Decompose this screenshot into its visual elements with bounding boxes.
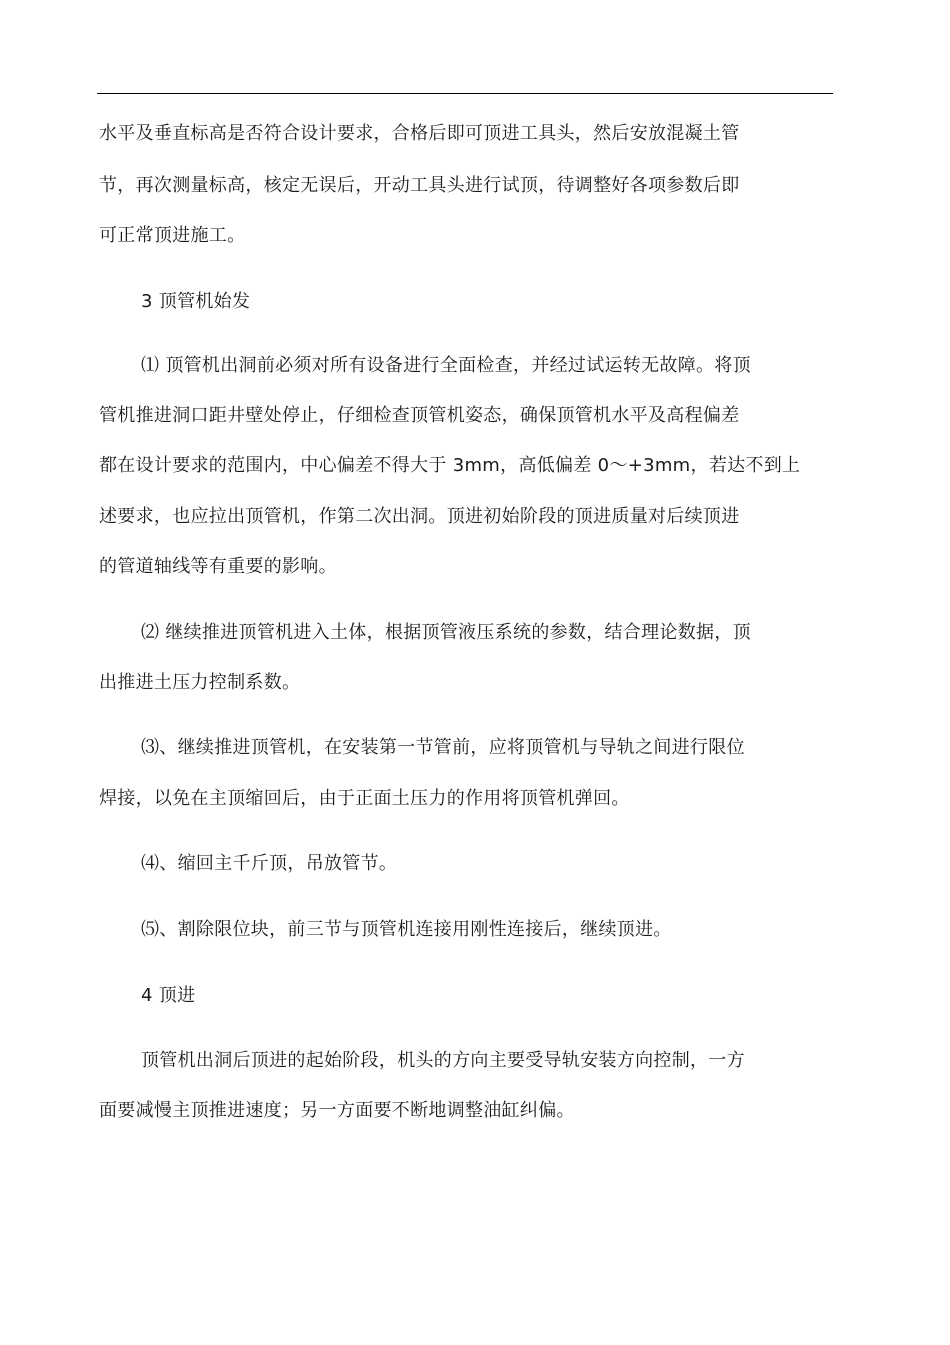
text-line: ⑷、缩回主千斤顶，吊放管节。 <box>141 853 398 874</box>
text-line: 的管道轴线等有重要的影响。 <box>99 556 337 577</box>
text-line: 顶管机出洞后顶进的起始阶段，机头的方向主要受导轨安装方向控制，一方 <box>141 1050 745 1071</box>
text-line: 都在设计要求的范围内，中心偏差不得大于 3mm，高低偏差 0～+3mm，若达不到上 <box>99 455 801 476</box>
text-line: 出推进土压力控制系数。 <box>99 672 301 693</box>
section-heading: 3 顶管机始发 <box>141 291 251 312</box>
text-line: ⑸、割除限位块，前三节与顶管机连接用刚性连接后，继续顶进。 <box>141 919 672 940</box>
text-line: 管机推进洞口距井壁处停止，仔细检查顶管机姿态，确保顶管机水平及高程偏差 <box>99 405 740 426</box>
header-rule <box>97 93 833 94</box>
text-line: 水平及垂直标高是否符合设计要求，合格后即可顶进工具头，然后安放混凝土管 <box>99 123 740 144</box>
text-line: 可正常顶进施工。 <box>99 225 246 246</box>
section-heading: 4 顶进 <box>141 985 196 1006</box>
text-line: 面要减慢主顶推进速度；另一方面要不断地调整油缸纠偏。 <box>99 1100 575 1121</box>
text-line: 节，再次测量标高，核定无误后，开动工具头进行试顶，待调整好各项参数后即 <box>99 175 740 196</box>
text-line: 焊接，以免在主顶缩回后，由于正面土压力的作用将顶管机弹回。 <box>99 788 630 809</box>
text-line: ⑴ 顶管机出洞前必须对所有设备进行全面检查，并经过试运转无故障。将顶 <box>141 355 751 376</box>
text-line: 述要求，也应拉出顶管机，作第二次出洞。顶进初始阶段的顶进质量对后续顶进 <box>99 506 740 527</box>
text-line: ⑵ 继续推进顶管机进入土体，根据顶管液压系统的参数，结合理论数据，顶 <box>141 622 751 643</box>
text-line: ⑶、继续推进顶管机，在安装第一节管前，应将顶管机与导轨之间进行限位 <box>141 737 745 758</box>
